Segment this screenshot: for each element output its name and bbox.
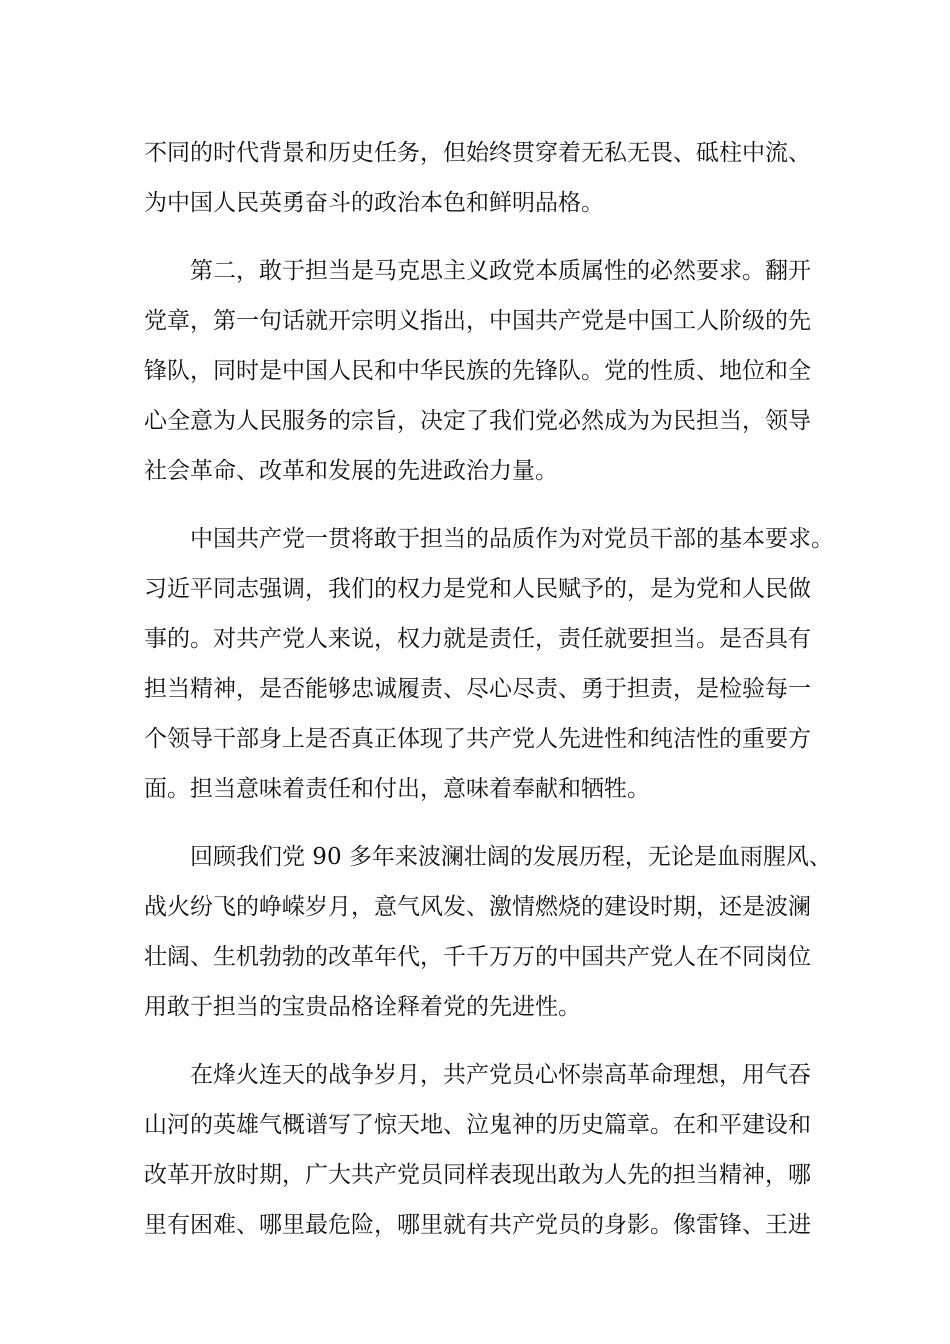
paragraph-line: 第二，敢于担当是马克思主义政党本质属性的必然要求。翻开 <box>190 258 811 284</box>
paragraph-line: 改革开放时期，广大共产党员同样表现出敢为人先的担当精神，哪 <box>144 1162 811 1188</box>
paragraph-2 <box>144 246 811 496</box>
paragraph-5 <box>144 1050 811 1250</box>
paragraph-line: 回顾我们党 90 多年来波澜壮阔的发展历程，无论是血雨腥风、 <box>190 844 832 870</box>
paragraph-line: 心全意为人民服务的宗旨，决定了我们党必然成为为民担当，领导 <box>144 408 811 434</box>
paragraph-line: 里有困难、哪里最危险，哪里就有共产党员的身影。像雷锋、王进 <box>144 1212 811 1238</box>
paragraph-line: 在烽火连天的战争岁月，共产党员心怀崇高革命理想，用气吞 <box>190 1062 811 1088</box>
paragraph-line: 用敢于担当的宝贵品格诠释着党的先进性。 <box>144 994 581 1020</box>
paragraph-line: 锋队，同时是中国人民和中华民族的先锋队。党的性质、地位和全 <box>144 358 811 384</box>
paragraph-4 <box>144 832 832 1032</box>
paragraph-1 <box>144 128 811 228</box>
paragraph-line: 为中国人民英勇奋斗的政治本色和鲜明品格。 <box>144 190 604 216</box>
paragraph-line: 战火纷飞的峥嵘岁月，意气风发、激情燃烧的建设时期，还是波澜 <box>144 894 811 920</box>
paragraph-line: 社会革命、改革和发展的先进政治力量。 <box>144 458 558 484</box>
document-body <box>144 128 834 1268</box>
paragraph-line: 面。担当意味着责任和付出，意味着奉献和牺牲。 <box>144 776 650 802</box>
paragraph-line: 事的。对共产党人来说，权力就是责任，责任就要担当。是否具有 <box>144 626 811 652</box>
paragraph-line: 不同的时代背景和历史任务，但始终贯穿着无私无畏、砥柱中流、 <box>144 140 811 166</box>
paragraph-line: 山河的英雄气概谱写了惊天地、泣鬼神的历史篇章。在和平建设和 <box>144 1112 811 1138</box>
paragraph-line: 党章，第一句话就开宗明义指出，中国共产党是中国工人阶级的先 <box>144 308 811 334</box>
paragraph-line: 个领导干部身上是否真正体现了共产党人先进性和纯洁性的重要方 <box>144 726 811 752</box>
paragraph-line: 中国共产党一贯将敢于担当的品质作为对党员干部的基本要求。 <box>190 526 834 552</box>
paragraph-3 <box>144 514 834 814</box>
paragraph-line: 担当精神，是否能够忠诚履责、尽心尽责、勇于担责，是检验每一 <box>144 676 811 702</box>
paragraph-line: 壮阔、生机勃勃的改革年代，千千万万的中国共产党人在不同岗位 <box>144 944 811 970</box>
paragraph-line: 习近平同志强调，我们的权力是党和人民赋予的，是为党和人民做 <box>144 576 811 602</box>
